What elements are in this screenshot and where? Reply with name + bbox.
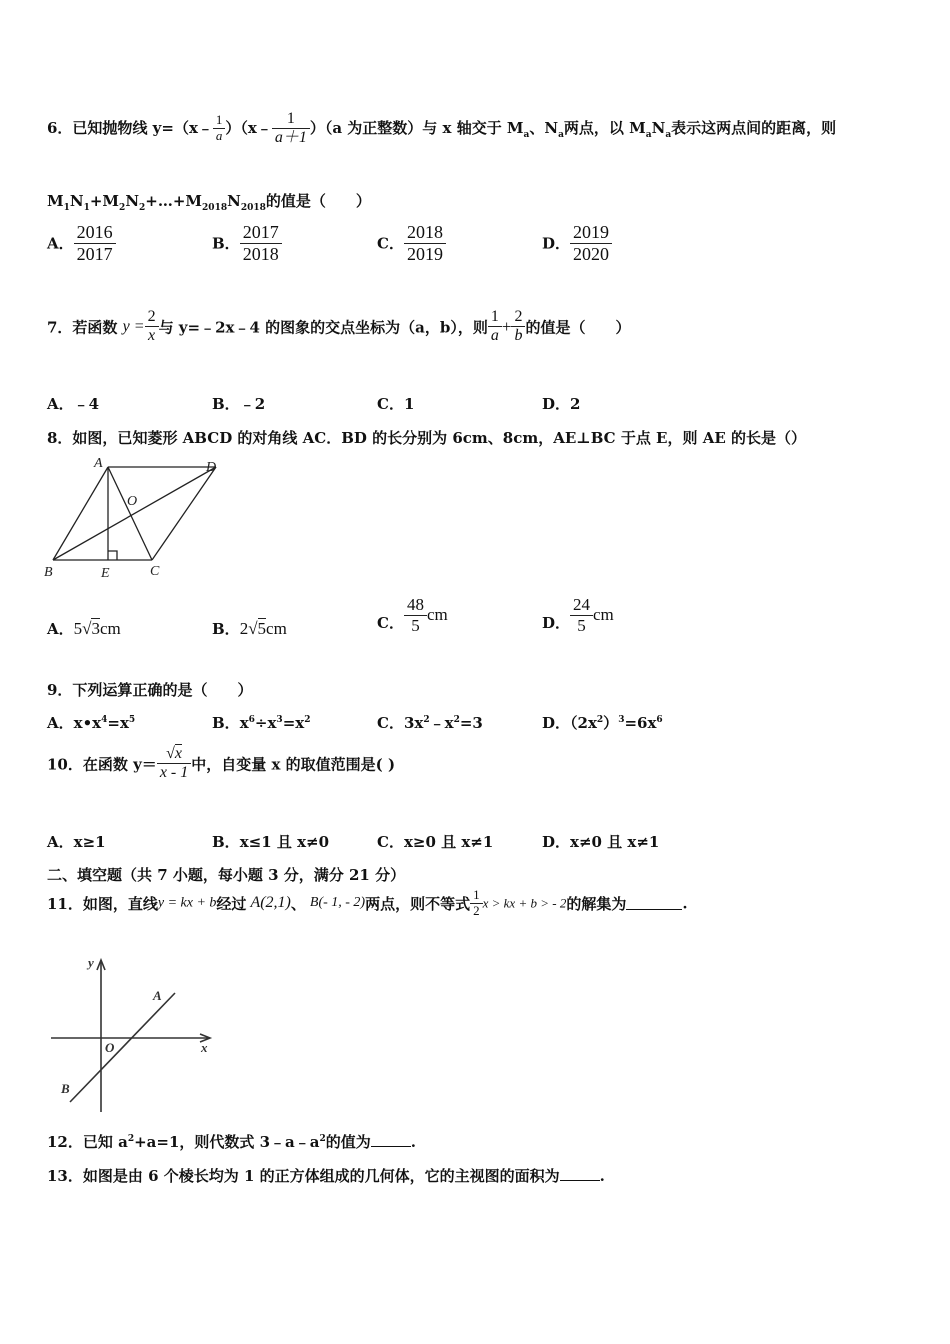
axis-label-y: y [88, 955, 94, 970]
q12-answer-blank[interactable] [371, 1134, 411, 1147]
q10-option-a[interactable]: A．x≥1 [47, 833, 106, 851]
q6-option-b-fraction: $\frac{2017}{2018}$ [240, 222, 282, 264]
side-ab [53, 467, 108, 560]
q7-option-c[interactable]: C．1 [377, 395, 415, 413]
q6-option-d-fraction: $\frac{2019}{2020}$ [570, 222, 612, 264]
origin-label: O [105, 1040, 115, 1055]
label-a: A [94, 456, 103, 471]
q6-line1: 6．已知抛物线 y=（x﹣ $\frac{1}{a}$ ）（x﹣ $\frac{1}{a+1}$ ）（a 为正整数）与 x 轴交于 $M_a$、$N_a$两点，以 $M_aN_a$表示这两点间的距离，则 [47, 110, 837, 147]
diagonal-bd [53, 467, 216, 560]
q9-option-b[interactable]: B．$x^6\div x^3=x^2$ [212, 714, 311, 732]
sqrt-icon: √ [82, 619, 92, 638]
q8-rhombus-figure [40, 455, 240, 585]
q6-option-b[interactable]: B． $\frac{2017}{2018}$ [212, 222, 282, 264]
q7-fraction-2-over-b: $\frac{2}{b}$ [511, 308, 525, 346]
q6-option-a-fraction: $\frac{2016}{2017}$ [74, 222, 116, 264]
label-e: E [101, 566, 110, 581]
q6-fraction-1-over-a-plus-1: $\frac{1}{a+1}$ [272, 110, 310, 148]
q8-option-c-fraction: $\frac{48}{5}$ [404, 595, 427, 635]
q6-option-a[interactable]: A． $\frac{2016}{2017}$ [47, 222, 116, 264]
q7-fraction-2-over-x: $\frac{2}{x}$ [145, 308, 159, 346]
label-o: O [127, 494, 138, 509]
q7-option-d[interactable]: D．2 [542, 395, 581, 413]
axis-label-x: x [201, 1040, 208, 1055]
q8-stem: 8．如图，已知菱形 ABCD 的对角线 AC．BD 的长分别为 6cm、8cm，AE⊥BC 于点 E，则 AE 的长是（） [47, 429, 806, 447]
q11-line-graph [45, 950, 225, 1115]
q7-option-b[interactable]: B．﹣2 [212, 395, 266, 413]
section-heading: 二、填空题（共 7 小题，每小题 3 分，满分 21 分） [47, 866, 406, 884]
q9-stem: 9．下列运算正确的是（ ） [47, 681, 253, 699]
q11-fraction-half: $\frac{1}{2}$ [470, 888, 483, 919]
q8-option-d-fraction: $\frac{24}{5}$ [570, 595, 593, 635]
q6-fraction-1-over-a: $\frac{1}{a}$ [213, 113, 226, 144]
q11-stem: 11．如图，直线y = kx + b经过 A(2,1)、 B(- 1, - 2)两点，则不等式 $\frac{1}{2}$ x > kx + b > - 2的解集为 . [47, 887, 688, 918]
q9-option-c[interactable]: C．$3x^2﹣x^2=3$ [377, 714, 483, 732]
q13-answer-blank[interactable] [560, 1168, 600, 1181]
q12-stem: 12．已知 $a^2+a=1$，则代数式 $3﹣a﹣a^2$的值为 . [47, 1133, 417, 1151]
label-b: B [44, 565, 53, 580]
q10-fraction: $\frac{√x}{x - 1}$ [157, 745, 191, 783]
right-angle-mark [108, 551, 117, 560]
q6-option-d[interactable]: D． $\frac{2019}{2020}$ [542, 222, 612, 264]
q6-line2: $M_1N_1+M_2N_2+\dots+M_{2018}N_{2018}$的值是（ ） [47, 192, 371, 213]
q6-option-c-fraction: $\frac{2018}{2019}$ [404, 222, 446, 264]
q10-option-c[interactable]: C．x≥0 且 x≠1 [377, 833, 494, 851]
label-c: C [150, 564, 160, 579]
q8-option-a[interactable]: A．5√3cm [47, 619, 121, 638]
q7-fraction-1-over-a: $\frac{1}{a}$ [488, 308, 502, 346]
q7-stem: 7．若函数 y = $\frac{2}{x}$ 与 y=﹣2x﹣4 的图象的交点坐标为（a，b），则 $\frac{1}{a}$ + $\frac{2}{b}$ 的值是（ ） [47, 308, 631, 345]
diagonal-ac [108, 467, 152, 560]
q7-option-a[interactable]: A．﹣4 [47, 395, 100, 413]
line-ab [70, 993, 175, 1102]
q9-option-a[interactable]: A．$x•x^4=x^5$ [47, 714, 136, 732]
sqrt-icon: √ [248, 619, 258, 638]
q8-option-d[interactable]: D． $\frac{24}{5}$ cm [542, 595, 614, 635]
q6-option-c[interactable]: C． $\frac{2018}{2019}$ [377, 222, 446, 264]
q9-option-d[interactable]: D．$(2x^2)^3=6x^6$ [542, 714, 663, 732]
side-cd [152, 467, 216, 560]
point-b-label: B [61, 1081, 70, 1096]
q10-option-b[interactable]: B．x≤1 且 x≠0 [212, 833, 330, 851]
q8-option-b[interactable]: B．2√5cm [212, 619, 287, 638]
q11-answer-blank[interactable] [626, 897, 682, 910]
q10-stem: 10．在函数 y＝ $\frac{√x}{x - 1}$ 中，自变量 x 的取值范围是( ) [47, 745, 396, 782]
q8-option-c[interactable]: C． $\frac{48}{5}$ cm [377, 595, 448, 635]
label-d: D [206, 460, 217, 475]
q10-option-d[interactable]: D．x≠0 且 x≠1 [542, 833, 660, 851]
sqrt-icon: √ [166, 745, 175, 762]
point-a-label: A [153, 988, 162, 1003]
q13-stem: 13．如图是由 6 个棱长均为 1 的正方体组成的几何体，它的主视图的面积为 . [47, 1167, 605, 1185]
